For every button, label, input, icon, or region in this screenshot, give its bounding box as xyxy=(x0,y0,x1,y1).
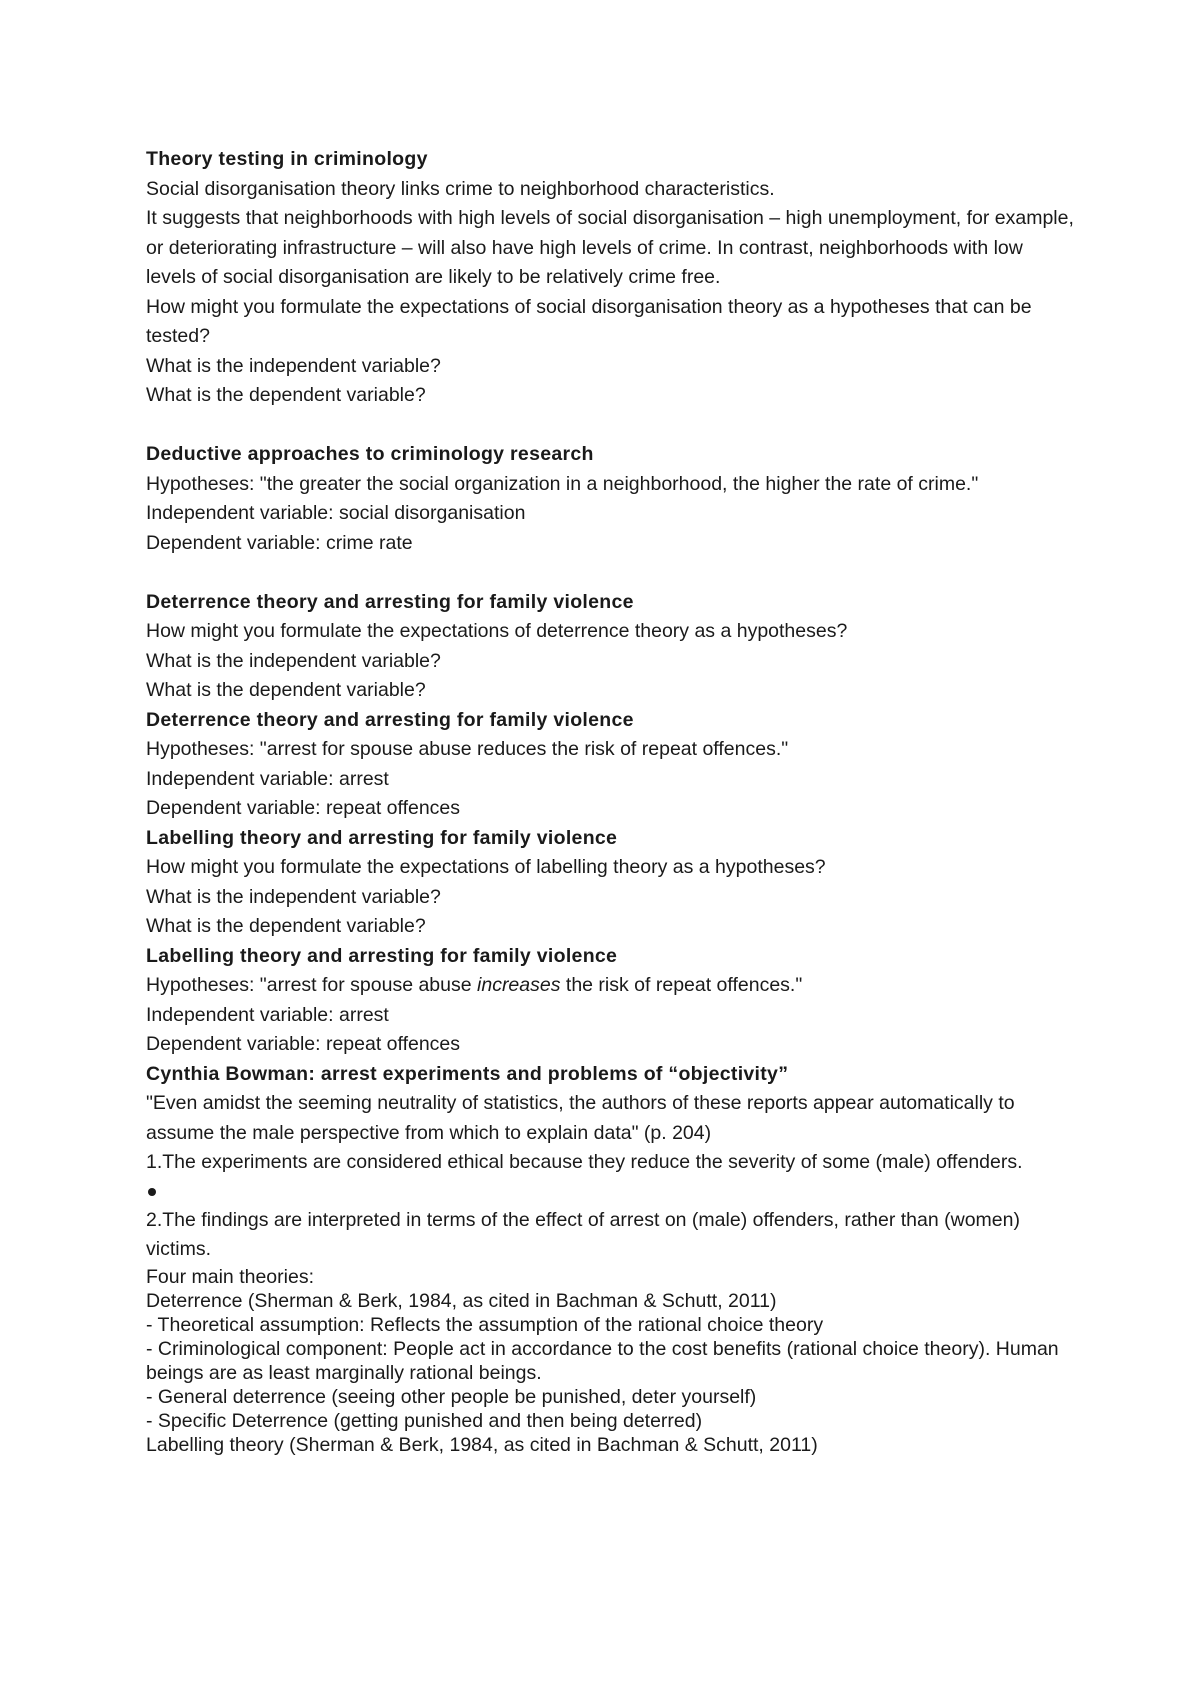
paragraph: Independent variable: arrest xyxy=(146,767,389,790)
paragraph: Dependent variable: repeat offences xyxy=(146,797,461,819)
paragraph: 2.The findings are interpreted in terms of the effect of arrest on (male) offenders, rather than (women) victims. xyxy=(146,1208,1020,1260)
paragraph: Independent variable: social disorganisation xyxy=(146,502,526,524)
text-run: the risk of repeat offences." xyxy=(560,974,803,996)
paragraph: - Specific Deterrence (getting punished and then being deterred) xyxy=(146,1409,703,1432)
emphasis-text: increases xyxy=(477,974,561,996)
paragraph: Hypotheses: "arrest for spouse abuse reduces the risk of repeat offences." xyxy=(146,738,789,760)
paragraph-hypothesis xyxy=(146,971,1076,1001)
paragraph: Independent variable: arrest xyxy=(146,1003,389,1026)
paragraph: How might you formulate the expectations of social disorganisation theory as a hypotheses that can be tested? xyxy=(146,295,1032,347)
section-heading-deterrence-2: Deterrence theory and arresting for family violence xyxy=(146,708,634,731)
paragraph: What is the dependent variable? xyxy=(146,679,426,701)
paragraph: Social disorganisation theory links crime to neighborhood characteristics. xyxy=(146,177,775,200)
paragraph: Dependent variable: repeat offences xyxy=(146,1033,461,1055)
paragraph: - General deterrence (seeing other people be punished, deter yourself) xyxy=(146,1385,757,1408)
document-page xyxy=(146,145,1076,1457)
section-heading-labelling-2: Labelling theory and arresting for family violence xyxy=(146,944,618,967)
paragraph: - Theoretical assumption: Reflects the assumption of the rational choice theory xyxy=(146,1313,824,1336)
section-heading-theory-testing: Theory testing in criminology xyxy=(146,148,428,170)
bullet-icon xyxy=(148,1188,156,1196)
paragraph: How might you formulate the expectations of labelling theory as a hypotheses? xyxy=(146,856,826,878)
paragraph: What is the independent variable? xyxy=(146,885,441,908)
paragraph: - Criminological component: People act in accordance to the cost benefits (rational choice theory). Human beings are as least marginally rational beings. xyxy=(146,1337,1059,1384)
paragraph: 1.The experiments are considered ethical because they reduce the severity of some (male) offenders. xyxy=(146,1151,1023,1173)
paragraph: Dependent variable: crime rate xyxy=(146,531,413,554)
section-heading-deductive: Deductive approaches to criminology research xyxy=(146,443,594,465)
paragraph: Labelling theory (Sherman & Berk, 1984, as cited in Bachman & Schutt, 2011) xyxy=(146,1433,818,1456)
section-heading-bowman: Cynthia Bowman: arrest experiments and problems of “objectivity” xyxy=(146,1062,789,1085)
paragraph: How might you formulate the expectations of deterrence theory as a hypotheses? xyxy=(146,620,848,642)
paragraph-quote: "Even amidst the seeming neutrality of statistics, the authors of these reports appear automatically to assume the male perspective from which to explain data" (p. 204) xyxy=(146,1092,1015,1144)
section-heading-deterrence-1: Deterrence theory and arresting for family violence xyxy=(146,590,634,613)
paragraph: What is the dependent variable? xyxy=(146,384,426,406)
spacer xyxy=(146,558,1076,588)
paragraph: Four main theories: xyxy=(146,1265,314,1288)
section-heading-labelling-1: Labelling theory and arresting for family violence xyxy=(146,826,618,849)
paragraph: What is the dependent variable? xyxy=(146,915,426,937)
paragraph: Hypotheses: "the greater the social organization in a neighborhood, the higher the rate of crime." xyxy=(146,472,979,495)
paragraph: It suggests that neighborhoods with high levels of social disorganisation – high unemployment, for example, or deteriorating infrastructure – will also have high levels of crime. In contrast, neighborhoods with low levels of social disorganisation are likely to be relatively crime free. xyxy=(146,207,1074,288)
text-run: Hypotheses: "arrest for spouse abuse xyxy=(146,974,478,996)
paragraph: Deterrence (Sherman & Berk, 1984, as cited in Bachman & Schutt, 2011) xyxy=(146,1289,777,1312)
paragraph: What is the independent variable? xyxy=(146,649,441,672)
spacer xyxy=(146,411,1076,441)
paragraph: What is the independent variable? xyxy=(146,354,441,377)
empty-bullet xyxy=(146,1178,1076,1206)
